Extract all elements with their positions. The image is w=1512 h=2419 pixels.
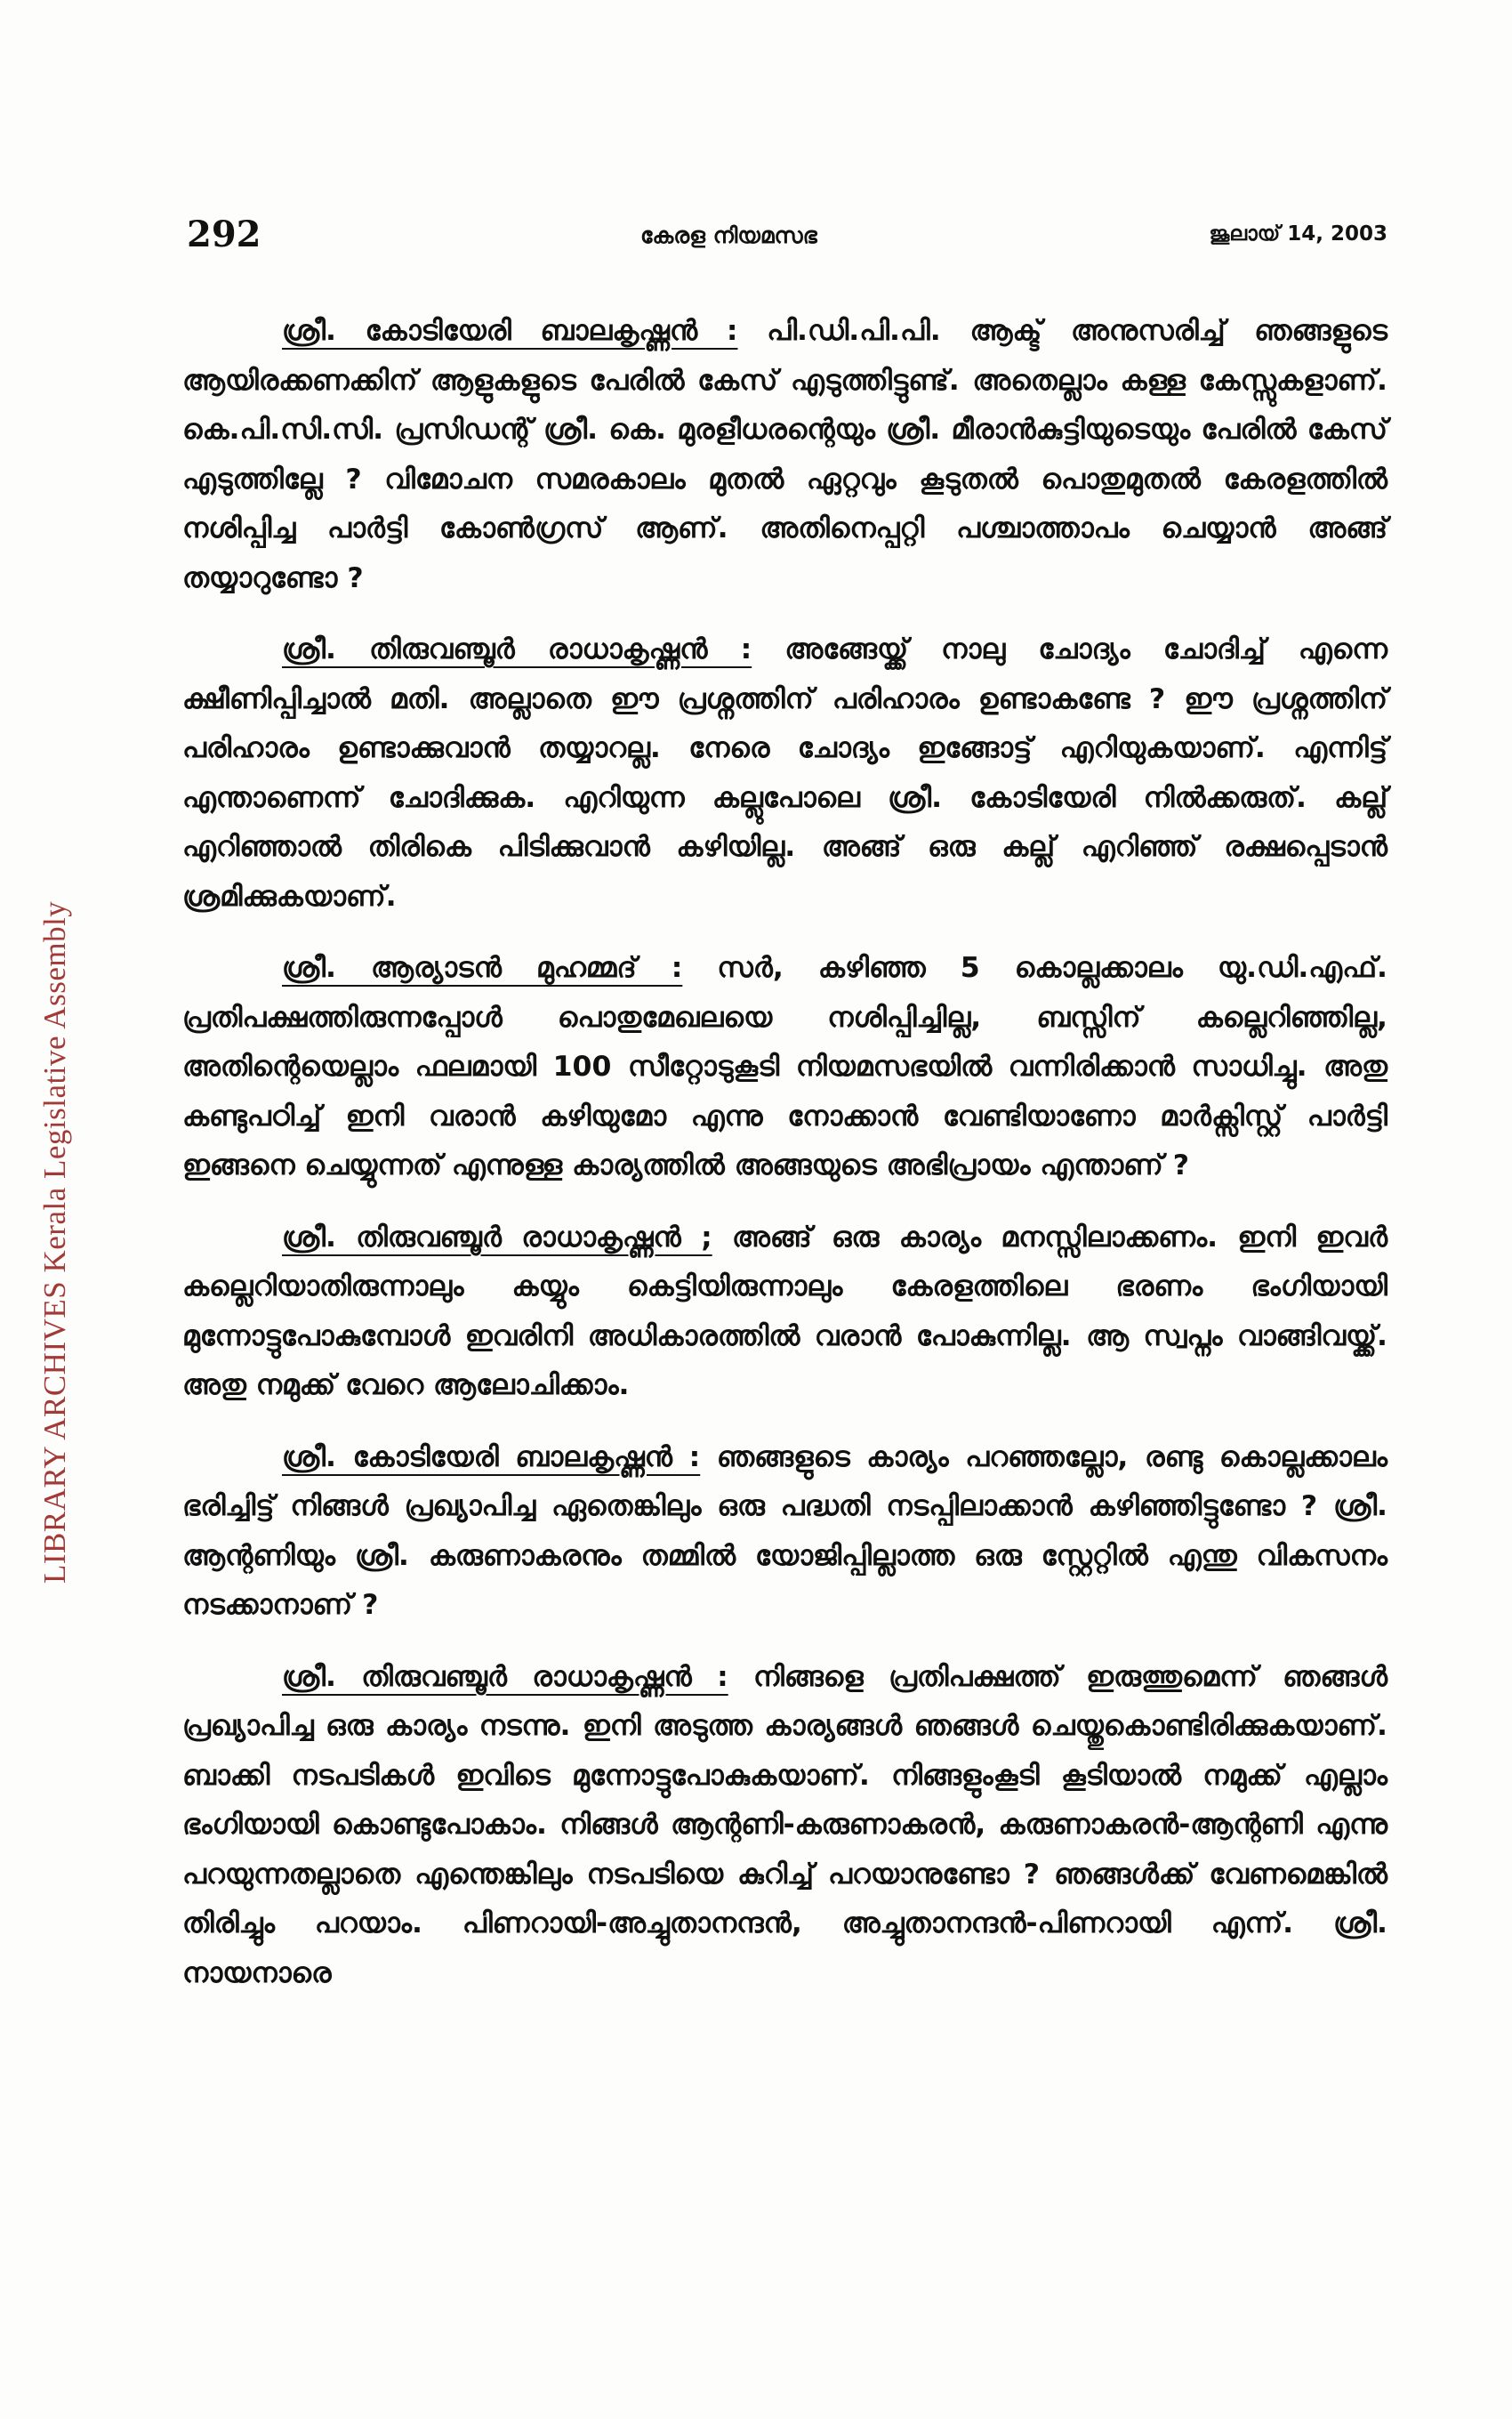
speech-paragraph [182,307,1387,603]
proceedings-body [182,307,1387,2020]
speech-text: നിങ്ങളെ പ്രതിപക്ഷത്ത് ഇരുത്തുമെന്ന് ഞങ്ങൾ പ്രഖ്യാപിച്ച ഒരു കാര്യം നടന്നു. ഇനി അടുത്ത കാര്യങ്ങൾ ഞങ്ങൾ ചെയ്തുകൊണ്ടിരിക്കുകയാണ്. ബാക്കി നടപടികൾ ഇവിടെ മുന്നോട്ടുപോകുകയാണ്. നിങ്ങളുംകൂടി കൂടിയാൽ നമുക്ക് എല്ലാം ഭംഗിയായി കൊണ്ടുപോകാം. നിങ്ങൾ ആന്റണി-കരുണാകരൻ, കരുണാകരൻ-ആന്റണി എന്നു പറയുന്നതല്ലാതെ എന്തെങ്കിലും നടപടിയെ കുറിച്ച് പറയാനുണ്ടോ ? ഞങ്ങൾക്ക് വേണമെങ്കിൽ തിരിച്ചും പറയാം. പിണറായി-അച്ചുതാനന്ദൻ, അച്ചുതാനന്ദൻ-പിണറായി എന്ന്. ശ്രീ. നായനാരെ [182,1660,1388,1989]
speech-text: അങ്ങ് ഒരു കാര്യം മനസ്സിലാക്കണം. ഇനി ഇവർ കല്ലെറിയാതിരുന്നാലും കയ്യും കെട്ടിയിരുന്നാലും കേരളത്തിലെ ഭരണം ഭംഗിയായി മുന്നോട്ടുപോകുമ്പോൾ ഇവരിനി അധികാരത്തിൽ വരാൻ പോകുന്നില്ല. ആ സ്വപ്നം വാങ്ങിവയ്ക്ക്. അതു നമുക്ക് വേറെ ആലോചിക്കാം. [182,1221,1388,1401]
speech-paragraph [182,1433,1387,1631]
page-number: 292 [187,214,261,255]
speech-paragraph [182,1214,1387,1411]
speech-paragraph [182,944,1387,1191]
archive-watermark: LIBRARY ARCHIVES Kerala Legislative Assembly [37,900,72,1584]
speech-text: പി.ഡി.പി.പി. ആക്ട് അനുസരിച്ച് ഞങ്ങളുടെ ആയിരക്കണക്കിന് ആളുകളുടെ പേരിൽ കേസ് എടുത്തിട്ടുണ്ട്. അതെല്ലാം കള്ള കേസ്സുകളാണ്. കെ.പി.സി.സി. പ്രസിഡന്റ് ശ്രീ. കെ. മുരളീധരന്റെയും ശ്രീ. മീരാൻകുട്ടിയുടെയും പേരിൽ കേസ് എടുത്തില്ലേ ? വിമോചന സമരകാലം മുതൽ ഏറ്റവും കൂടുതൽ പൊതുമുതൽ കേരളത്തിൽ നശിപ്പിച്ച പാർട്ടി കോൺഗ്രസ് ആണ്. അതിനെപ്പറ്റി പശ്ചാത്താപം ചെയ്യാൻ അങ്ങ് തയ്യാറുണ്ടോ ? [182,315,1387,594]
header-date: ജൂലായ് 14, 2003 [1209,222,1387,246]
speech-paragraph [182,625,1387,922]
speaker-name: ശ്രീ. കോടിയേരി ബാലകൃഷ്ണൻ : [282,315,738,347]
speaker-name: ശ്രീ. തിരുവഞ്ചൂർ രാധാകൃഷ്ണൻ : [282,1660,728,1693]
speaker-name: ശ്രീ. ആര്യാടൻ മുഹമ്മദ് : [282,952,683,984]
running-title: കേരള നിയമസഭ [640,222,817,248]
speech-text: ഞങ്ങളുടെ കാര്യം പറഞ്ഞല്ലോ, രണ്ടു കൊല്ലക്കാലം ഭരിച്ചിട്ട് നിങ്ങൾ പ്രഖ്യാപിച്ച ഏതെങ്കിലും ഒരു പദ്ധതി നടപ്പിലാക്കാൻ കഴിഞ്ഞിട്ടുണ്ടോ ? ശ്രീ. ആന്റണിയും ശ്രീ. കരുണാകരനും തമ്മിൽ യോജിപ്പില്ലാത്ത ഒരു സ്റ്റേറ്റിൽ എന്തു വികസനം നടക്കാനാണ് ? [182,1440,1387,1621]
speaker-name: ശ്രീ. കോടിയേരി ബാലകൃഷ്ണൻ : [282,1440,701,1473]
speaker-name: ശ്രീ. തിരുവഞ്ചൂർ രാധാകൃഷ്ണൻ ; [282,1221,712,1254]
speech-paragraph [182,1653,1387,1999]
speech-text: അങ്ങേയ്ക്ക് നാലു ചോദ്യം ചോദിച്ച് എന്നെ ക്ഷീണിപ്പിച്ചാൽ മതി. അല്ലാതെ ഈ പ്രശ്നത്തിന് പരിഹാരം ഉണ്ടാകണ്ടേ ? ഈ പ്രശ്നത്തിന് പരിഹാരം ഉണ്ടാക്കുവാൻ തയ്യാറല്ല. നേരെ ചോദ്യം ഇങ്ങോട്ട് എറിയുകയാണ്. എന്നിട്ട് എന്താണെന്ന് ചോദിക്കുക. എറിയുന്ന കല്ലുപോലെ ശ്രീ. കോടിയേരി നിൽക്കരുത്. കല്ല് എറിഞ്ഞാൽ തിരികെ പിടിക്കുവാൻ കഴിയില്ല. അങ്ങ് ഒരു കല്ല് എറിഞ്ഞ് രക്ഷപ്പെടാൻ ശ്രമിക്കുകയാണ്. [182,633,1387,913]
page-header [187,214,1387,267]
speech-text: സർ, കഴിഞ്ഞ 5 കൊല്ലക്കാലം യു.ഡി.എഫ്. പ്രതിപക്ഷത്തിരുന്നപ്പോൾ പൊതുമേഖലയെ നശിപ്പിച്ചില്ല, ബസ്സിന് കല്ലെറിഞ്ഞില്ല, അതിന്റെയെല്ലാം ഫലമായി 100 സീറ്റോടുകൂടി നിയമസഭയിൽ വന്നിരിക്കാൻ സാധിച്ചു. അതു കണ്ടുപഠിച്ച് ഇനി വരാൻ കഴിയുമോ എന്നു നോക്കാൻ വേണ്ടിയാണോ മാർക്സിസ്റ്റ് പാർട്ടി ഇങ്ങനെ ചെയ്യുന്നത് എന്നുള്ള കാര്യത്തിൽ അങ്ങയുടെ അഭിപ്രായം എന്താണ് ? [182,952,1387,1181]
speaker-name: ശ്രീ. തിരുവഞ്ചൂർ രാധാകൃഷ്ണൻ : [282,633,752,665]
